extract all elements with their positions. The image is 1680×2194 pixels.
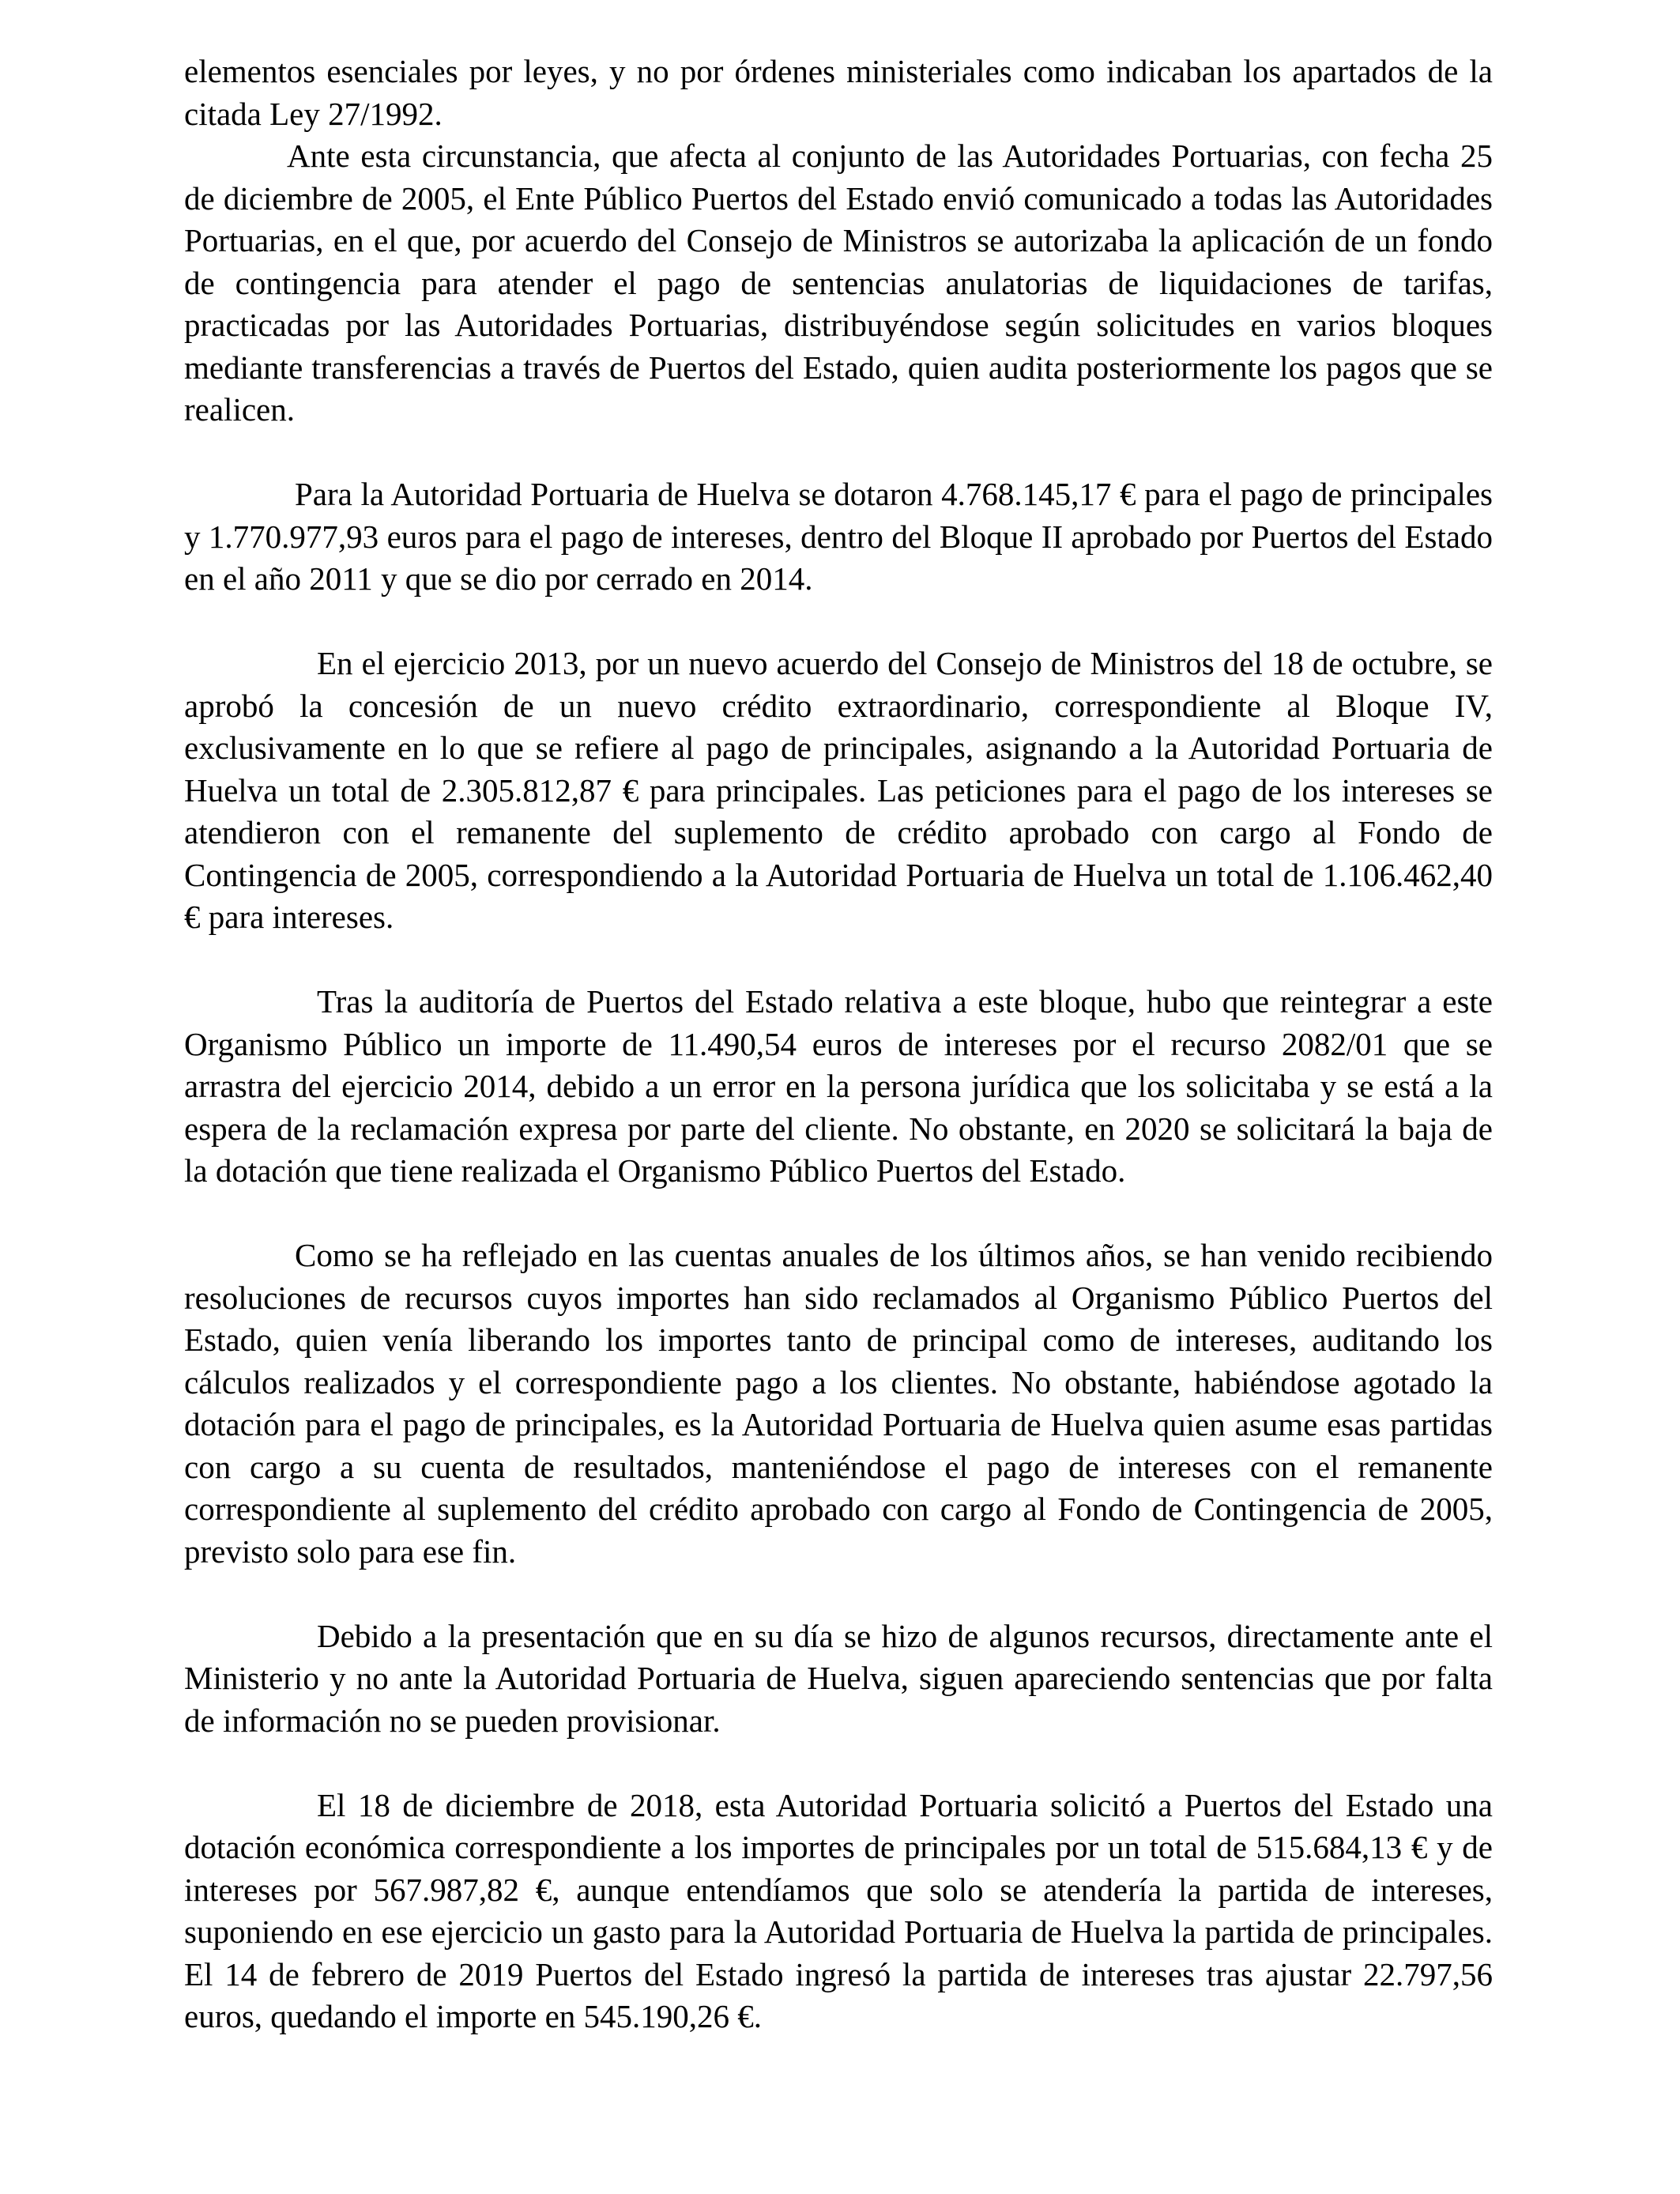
paragraph-resoluciones: Como se ha reflejado en las cuentas anuales de los últimos años, se han venido recibiendo resoluciones de recursos cuyos importes han sido reclamados al Organismo Público Puertos del Estado, quien venía liberando los importes tanto de principal como de intereses, auditando los cálculos realizados y el correspondiente pago a los clientes. No obstante, habiéndose agotado la dotación para el pago de principales, es la Autoridad Portuaria de Huelva quien asume esas partidas con cargo a su cuenta de resultados, manteniéndose el pago de intereses con el remanente correspondiente al suplemento del crédito aprobado con cargo al Fondo de Contingencia de 2005, previsto solo para ese fin. <box>184 1237 1493 1570</box>
paragraph-auditoria: Tras la auditoría de Puertos del Estado relativa a este bloque, hubo que reintegrar a este Organismo Público un importe de 11.490,54 euros de intereses por el recurso 2082/01 que se arrastra del ejercicio 2014, debido a un error en la persona jurídica que los solicitaba y se está a la espera de la reclamación expresa por parte del cliente. No obstante, en 2020 se solicitará la baja de la dotación que tiene realizada el Organismo Público Puertos del Estado. <box>184 983 1493 1189</box>
document-page <box>184 51 1493 2038</box>
paragraph-dotacion-2018: El 18 de diciembre de 2018, esta Autoridad Portuaria solicitó a Puertos del Estado una dotación económica correspondiente a los importes de principales por un total de 515.684,13 € y de intereses por 567.987,82 €, aunque entendíamos que solo se atendería la partida de intereses, suponiendo en ese ejercicio un gasto para la Autoridad Portuaria de Huelva la partida de principales. El 14 de febrero de 2019 Puertos del Estado ingresó la partida de intereses tras ajustar 22.797,56 euros, quedando el importe en 545.190,26 €. <box>184 1786 1493 2034</box>
paragraph-fondo-contingencia: Ante esta circunstancia, que afecta al conjunto de las Autoridades Portuarias, con fecha 25 de diciembre de 2005, el Ente Público Puertos del Estado envió comunicado a todas las Autoridades Portuarias, en el que, por acuerdo del Consejo de Ministros se autorizaba la aplicación de un fondo de contingencia para atender el pago de sentencias anulatorias de liquidaciones de tarifas, practicadas por las Autoridades Portuarias, distribuyéndose según solicitudes en varios bloques mediante transferencias a través de Puertos del Estado, quien audita posteriormente los pagos que se realicen. <box>184 138 1493 428</box>
paragraph-ministerio: Debido a la presentación que en su día se hizo de algunos recursos, directamente ante el Ministerio y no ante la Autoridad Portuaria de Huelva, siguen apareciendo sentencias que por falta de información no se pueden provisionar. <box>184 1617 1493 1739</box>
paragraph-continuation: elementos esenciales por leyes, y no por órdenes ministeriales como indicaban los apartados de la citada Ley 27/1992. <box>184 53 1493 132</box>
paragraph-bloque-ii: Para la Autoridad Portuaria de Huelva se dotaron 4.768.145,17 € para el pago de principales y 1.770.977,93 euros para el pago de intereses, dentro del Bloque II aprobado por Puertos del Estado en el año 2011 y que se dio por cerrado en 2014. <box>184 476 1493 597</box>
paragraph-bloque-iv: En el ejercicio 2013, por un nuevo acuerdo del Consejo de Ministros del 18 de octubre, se aprobó la concesión de un nuevo crédito extraordinario, correspondiente al Bloque IV, exclusivamente en lo que se refiere al pago de principales, asignando a la Autoridad Portuaria de Huelva un total de 2.305.812,87 € para principales. Las peticiones para el pago de los intereses se atendieron con el remanente del suplemento de crédito aprobado con cargo al Fondo de Contingencia de 2005, correspondiendo a la Autoridad Portuaria de Huelva un total de 1.106.462,40 € para intereses. <box>184 645 1493 935</box>
